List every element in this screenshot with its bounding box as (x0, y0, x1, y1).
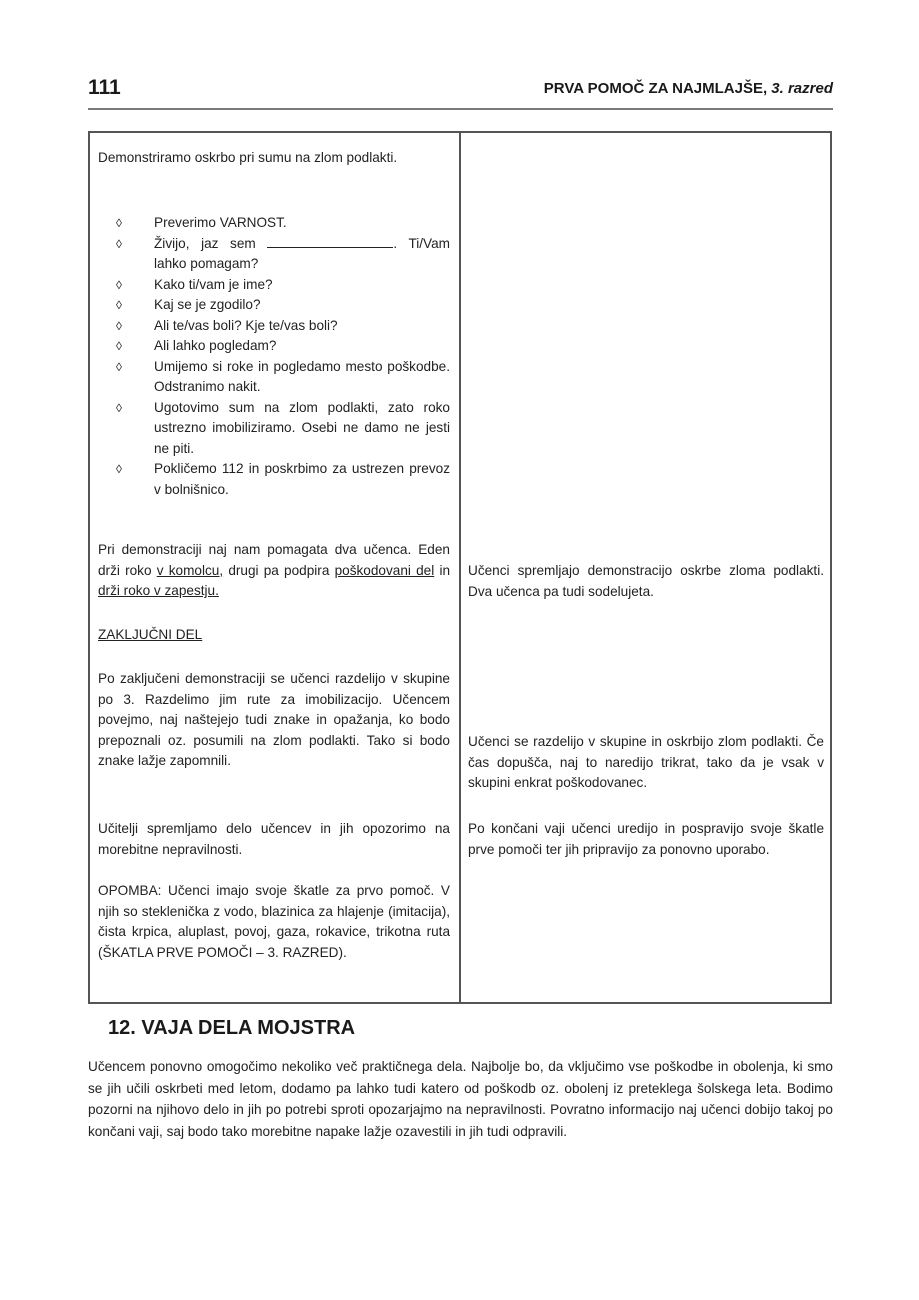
list-item-text: Živijo, jaz sem (154, 235, 256, 251)
section-body: Učencem ponovno omogočimo nekoliko več praktičnega dela. Najbolje bo, da vključimo vse poškodbe in obolenja, ki smo se jih učili oskrbeti med letom, dodamo pa lahko tudi katero od poškodb oz. obolenj iz preteklega šolskega leta. Bodimo pozorni na njihovo delo in jih po potrebi sproti opozarjajmo na nepravilnosti. Povratno informacijo naj učenci dobijo takoj po končani vaji, saj bodo tako morebitne napake lažje ozavestili in jih tudi odpravili. (88, 1059, 833, 1139)
page-header (88, 76, 833, 108)
list-item (98, 275, 450, 296)
steps-list (98, 213, 450, 500)
groups-text: Učenci se razdelijo v skupine in oskrbijo zlom podlakti. Če čas dopušča, naj to naredijo trikrat, tako da je vsak v skupini enkrat poškodovanec. (468, 734, 824, 790)
list-item-text: Kako ti/vam je ime? (154, 276, 273, 292)
list-item (98, 213, 450, 234)
list-item-text: Ali lahko pogledam? (154, 338, 277, 353)
list-item-text: Kaj se je zgodilo? (154, 297, 261, 312)
closing-text: Po zaključeni demonstraciji se učenci razdelijo v skupine po 3. Razdelimo jim rute za imobilizacijo. Učencem povejmo, naj naštejejo tudi znake in opažanja, ko bodo prepoznali oz. posumili na zlom podlakti. Tako si bodo znake lažje zapomnili. (98, 671, 450, 768)
page-number: 111 (88, 76, 121, 99)
list-item (98, 336, 450, 357)
diamond-icon: ◊ (116, 277, 122, 292)
cleanup-text: Po končani vaji učenci uredijo in pospravijo svoje škatle prve pomoči ter jih pripravijo za ponovno uporabo. (468, 821, 824, 857)
diamond-icon: ◊ (116, 339, 122, 353)
demo-text: drugi pa podpira (223, 562, 335, 578)
list-item-text: Ugotovimo sum na zlom podlakti, zato roko ustrezno imobiliziramo. Osebi ne damo ne jesti ne piti. (154, 399, 450, 456)
diamond-icon: ◊ (116, 236, 122, 251)
diamond-icon: ◊ (116, 462, 122, 476)
running-title (544, 80, 833, 97)
observe-text: Učenci spremljajo demonstracijo oskrbe zloma podlakti. Dva učenca pa tudi sodelujeta. (468, 563, 824, 599)
name-blank-line (267, 234, 393, 248)
note-text: OPOMBA: Učenci imajo svoje škatle za prvo pomoč. V njih so steklenička z vodo, blazinica za hlajenje (imitacija), čista krpica, aluplast, povoj, gaza, rokavice, trikotna ruta (ŠKATLA PRVE POMOČI – 3. RAZRED). (98, 883, 450, 960)
list-item-text: Pokličemo 112 in poskrbimo za ustrezen prevoz v bolnišnico. (154, 461, 450, 497)
demo-helpers-text (98, 540, 450, 602)
list-item (98, 398, 450, 460)
list-item-text: . Ti/Vam lahko pomagam? (154, 235, 450, 271)
diamond-icon: ◊ (116, 318, 122, 333)
intro-text: Demonstriramo oskrbo pri sumu na zlom podlakti. (98, 150, 398, 165)
diamond-icon: ◊ (116, 298, 122, 312)
closing-heading-text: ZAKLJUČNI DEL (98, 627, 203, 642)
list-item-text: Preverimo VARNOST. (154, 215, 287, 230)
diamond-icon: ◊ (116, 359, 122, 374)
closing-heading (98, 625, 450, 646)
teachers-text: Učitelji spremljamo delo učencev in jih opozorimo na morebitne nepravilnosti. (98, 821, 450, 857)
list-item (98, 295, 450, 316)
running-title-main: PRVA POMOČ ZA NAJMLAJŠE, (543, 80, 768, 97)
demo-text: in (434, 562, 451, 578)
demo-underlined: drži roko v zapestju. (98, 583, 219, 598)
list-item-text: Umijemo si roke in pogledamo mesto poškodbe. Odstranimo nakit. (154, 358, 450, 394)
demo-text: Pri demonstraciji naj nam pomagata dva učenca. Eden drži roko (98, 542, 450, 578)
diamond-icon: ◊ (116, 400, 122, 415)
list-item (98, 459, 450, 500)
demo-underlined: v komolcu, (156, 562, 224, 578)
list-item (98, 316, 450, 337)
demo-underlined: poškodovani del (334, 562, 435, 578)
list-item (98, 234, 450, 275)
list-item-text: Ali te/vas boli? Kje te/vas boli? (154, 317, 338, 333)
section-heading: 12. VAJA DELA MOJSTRA (108, 1017, 356, 1039)
list-item (98, 357, 450, 398)
running-title-grade: 3. razred (771, 80, 833, 97)
header-rule (88, 108, 833, 110)
lesson-table (88, 131, 832, 1004)
diamond-icon: ◊ (116, 216, 122, 230)
column-divider (459, 133, 461, 1002)
